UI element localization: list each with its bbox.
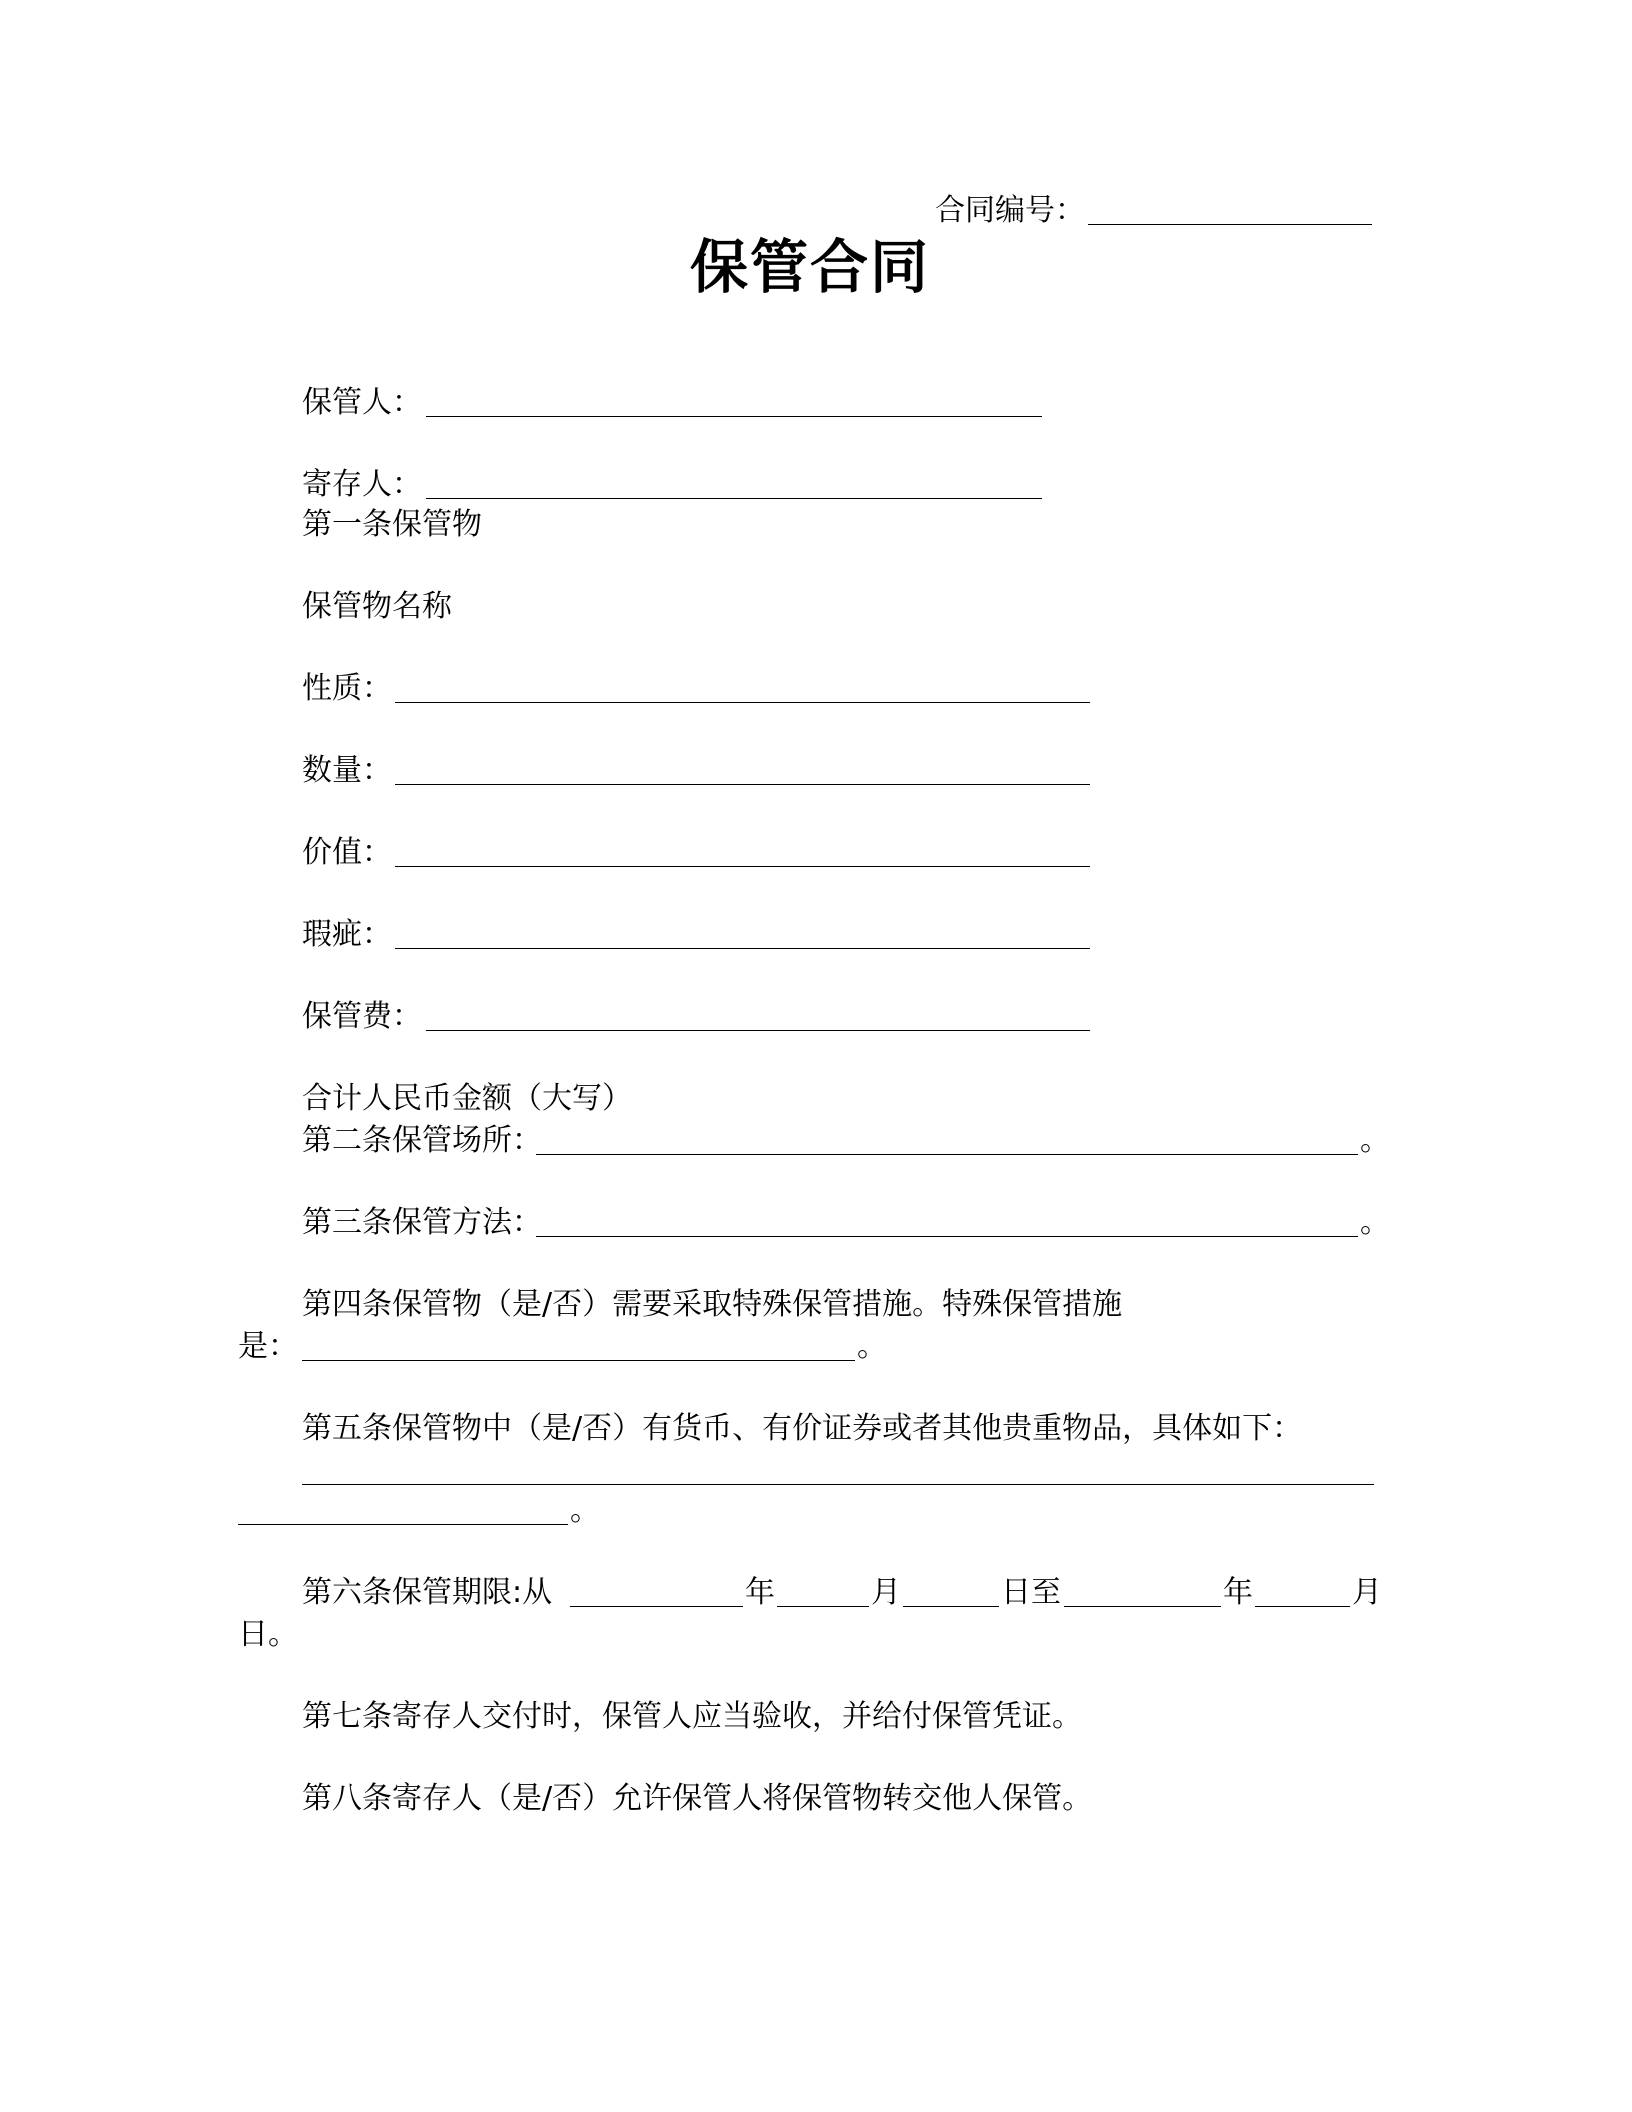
special-measures-line[interactable] bbox=[302, 1360, 855, 1361]
article3-label: 第三条保管方法： bbox=[302, 1205, 542, 1240]
article6-label: 第六条保管期限:从 bbox=[302, 1575, 553, 1610]
article6-month2: 月 bbox=[1352, 1575, 1382, 1610]
custodian-label: 保管人： bbox=[302, 385, 422, 420]
quantity-label: 数量： bbox=[302, 753, 392, 788]
custodian-line[interactable] bbox=[426, 416, 1042, 417]
nature-label: 性质： bbox=[302, 671, 392, 706]
fee-line[interactable] bbox=[426, 1030, 1090, 1031]
fee-label: 保管费： bbox=[302, 999, 422, 1034]
nature-line[interactable] bbox=[395, 702, 1090, 703]
article2-label: 第二条保管场所： bbox=[302, 1123, 542, 1158]
article3-end: 。 bbox=[1360, 1205, 1390, 1240]
total-amount-label: 合计人民币金额（大写） bbox=[302, 1081, 632, 1116]
valuables-line-1[interactable] bbox=[302, 1484, 1374, 1485]
depositor-label: 寄存人： bbox=[302, 467, 422, 502]
value-label: 价值： bbox=[302, 835, 392, 870]
value-line[interactable] bbox=[395, 866, 1090, 867]
article5-line1: 第五条保管物中（是/否）有货币、有价证券或者其他贵重物品，具体如下： bbox=[302, 1411, 1303, 1446]
storage-method-line[interactable] bbox=[536, 1236, 1358, 1237]
article4-line2-label: 是： bbox=[238, 1329, 298, 1364]
defects-label: 瑕疵： bbox=[302, 917, 392, 952]
article6-year2: 年 bbox=[1223, 1575, 1253, 1610]
start-month-line[interactable] bbox=[777, 1606, 869, 1607]
article7-text: 第七条寄存人交付时，保管人应当验收，并给付保管凭证。 bbox=[302, 1699, 1082, 1734]
contract-number-label: 合同编号： bbox=[935, 193, 1085, 228]
page-title: 保管合同 bbox=[690, 233, 931, 301]
article6-month: 月 bbox=[871, 1575, 901, 1610]
article6-day-to: 日至 bbox=[1001, 1575, 1061, 1610]
article4-end: 。 bbox=[857, 1329, 887, 1364]
article6-day2: 日。 bbox=[238, 1617, 298, 1652]
contract-number-line[interactable] bbox=[1088, 224, 1372, 225]
article6-year: 年 bbox=[745, 1575, 775, 1610]
end-month-line[interactable] bbox=[1255, 1606, 1350, 1607]
article5-end: 。 bbox=[570, 1493, 600, 1528]
start-day-line[interactable] bbox=[903, 1606, 999, 1607]
defects-line[interactable] bbox=[395, 948, 1090, 949]
end-year-line[interactable] bbox=[1064, 1606, 1221, 1607]
storage-location-line[interactable] bbox=[536, 1154, 1358, 1155]
start-year-line[interactable] bbox=[570, 1606, 743, 1607]
quantity-line[interactable] bbox=[395, 784, 1090, 785]
article4-line1: 第四条保管物（是/否）需要采取特殊保管措施。特殊保管措施 bbox=[302, 1287, 1123, 1322]
depositor-line[interactable] bbox=[426, 498, 1042, 499]
item-name-label: 保管物名称 bbox=[302, 589, 452, 624]
article1-heading: 第一条保管物 bbox=[302, 507, 482, 542]
valuables-line-2[interactable] bbox=[238, 1524, 568, 1525]
article2-end: 。 bbox=[1360, 1123, 1390, 1158]
article8-text: 第八条寄存人（是/否）允许保管人将保管物转交他人保管。 bbox=[302, 1781, 1093, 1816]
